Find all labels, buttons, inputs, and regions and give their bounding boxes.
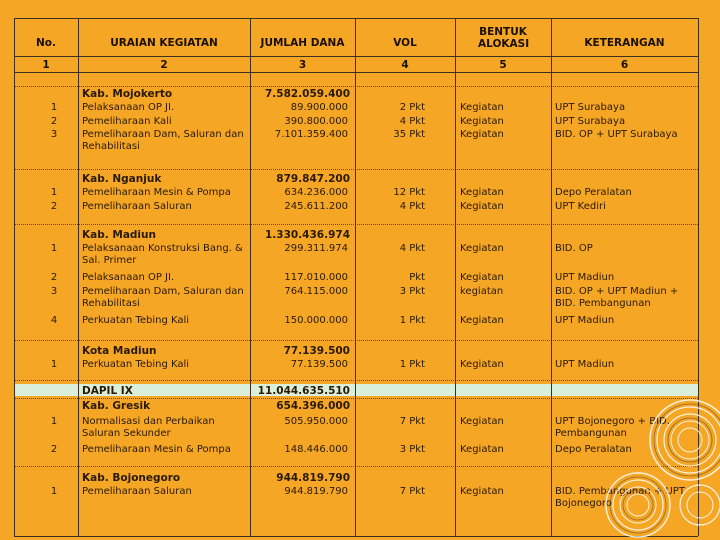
row-divider <box>14 380 698 381</box>
row-dana: 7.101.359.400 <box>274 129 348 140</box>
row-uraian: Pemeliharaan Saluran <box>82 486 192 497</box>
row-dana: 764.115.000 <box>284 286 348 297</box>
row-bentuk: Kegiatan <box>460 315 504 326</box>
header-vol: VOL <box>393 37 417 49</box>
row-no: 1 <box>50 243 58 254</box>
row-divider <box>14 86 698 87</box>
row-dana: 390.800.000 <box>284 116 348 127</box>
row-bentuk: Kegiatan <box>460 359 504 370</box>
row-vol: 3 Pkt <box>399 444 425 455</box>
colnum: 1 <box>42 59 50 71</box>
colnum: 5 <box>499 59 507 71</box>
row-uraian: Perkuatan Tebing Kali <box>82 359 190 370</box>
table-bottom-border <box>14 536 698 537</box>
row-uraian: Pelaksanaan Konstruksi Bang. & Sal. Primer <box>82 243 243 266</box>
row-divider <box>14 224 698 225</box>
row-dana: 150.000.000 <box>284 315 348 326</box>
row-no: 3 <box>50 129 58 140</box>
row-no: 4 <box>50 315 58 326</box>
row-vol: 35 Pkt <box>393 129 425 140</box>
row-uraian: Perkuatan Tebing Kali <box>82 315 190 326</box>
colnum: 3 <box>298 59 307 71</box>
row-ket: UPT Bojonegoro + BID. Pembangunan <box>555 416 670 439</box>
row-uraian: Pemeliharaan Dam, Saluran dan Rehabilitasi <box>82 286 244 309</box>
row-bentuk: Kegiatan <box>460 129 504 140</box>
row-uraian: Pemeliharaan Saluran <box>82 201 192 212</box>
row-bentuk: Kegiatan <box>460 102 504 113</box>
row-no: 2 <box>50 272 58 283</box>
row-ket: Depo Peralatan <box>555 187 632 198</box>
group-title-madiun: Kab. Madiun <box>82 229 156 241</box>
row-vol: 4 Pkt <box>399 116 425 127</box>
row-no: 1 <box>50 416 58 427</box>
row-bentuk: Kegiatan <box>460 243 504 254</box>
row-ket: UPT Surabaya <box>555 102 626 113</box>
row-bentuk: Kegiatan <box>460 486 504 497</box>
group-total-gresik: 654.396.000 <box>276 400 350 412</box>
row-dana: 944.819.790 <box>284 486 348 497</box>
row-ket: BID. Pembangunan + UPT Bojonegoro <box>555 486 685 509</box>
header-bentuk: BENTUK ALOKASI <box>478 26 530 50</box>
colnum-divider <box>14 72 698 73</box>
row-ket: BID. OP + UPT Surabaya <box>555 129 678 140</box>
row-bentuk: Kegiatan <box>460 272 504 283</box>
row-ket: Depo Peralatan <box>555 444 632 455</box>
row-bentuk: Kegiatan <box>460 116 504 127</box>
row-vol: Pkt <box>409 272 425 283</box>
row-dana: 505.950.000 <box>284 416 348 427</box>
row-dana: 77.139.500 <box>290 359 348 370</box>
table-top-border <box>14 18 698 19</box>
group-total-kotamadiun: 77.139.500 <box>283 345 350 357</box>
row-uraian: Pelaksanaan OP JI. <box>82 272 175 283</box>
col-border <box>698 18 699 536</box>
row-vol: 4 Pkt <box>399 201 425 212</box>
header-keterangan: KETERANGAN <box>584 37 665 49</box>
row-ket: UPT Madiun <box>555 315 615 326</box>
colnum: 2 <box>160 59 168 71</box>
row-dana: 148.446.000 <box>284 444 348 455</box>
row-bentuk: kegiatan <box>460 286 504 297</box>
header-uraian: URAIAN KEGIATAN <box>110 37 218 49</box>
row-uraian: Pelaksanaan OP JI. <box>82 102 175 113</box>
group-total-bojonegoro: 944.819.790 <box>276 472 350 484</box>
row-vol: 7 Pkt <box>399 486 425 497</box>
row-uraian: Normalisasi dan Perbaikan Saluran Sekunder <box>82 416 215 439</box>
row-bentuk: Kegiatan <box>460 187 504 198</box>
row-dana: 634.236.000 <box>284 187 348 198</box>
row-divider <box>14 398 698 399</box>
row-ket: UPT Madiun <box>555 359 615 370</box>
row-uraian: Pemeliharaan Mesin & Pompa <box>82 187 231 198</box>
row-dana: 117.010.000 <box>284 272 348 283</box>
row-no: 1 <box>50 102 58 113</box>
row-no: 2 <box>50 201 58 212</box>
col-border <box>455 18 456 536</box>
row-uraian: Pemeliharaan Mesin & Pompa <box>82 444 231 455</box>
row-dana: 245.611.200 <box>284 201 348 212</box>
row-no: 2 <box>50 116 58 127</box>
col-border <box>250 18 251 536</box>
group-title-gresik: Kab. Gresik <box>82 400 151 412</box>
header-divider <box>14 56 698 57</box>
colnum: 4 <box>401 59 409 71</box>
row-ket: BID. OP <box>555 243 593 254</box>
row-divider <box>14 466 698 467</box>
row-no: 1 <box>50 486 58 497</box>
row-vol: 7 Pkt <box>399 416 425 427</box>
row-vol: 12 Pkt <box>393 187 425 198</box>
header-jumlah: JUMLAH DANA <box>260 37 345 49</box>
row-bentuk: Kegiatan <box>460 201 504 212</box>
row-no: 3 <box>50 286 58 297</box>
row-ket: UPT Surabaya <box>555 116 626 127</box>
row-dana: 299.311.974 <box>284 243 348 254</box>
row-vol: 1 Pkt <box>399 359 425 370</box>
row-no: 1 <box>50 187 58 198</box>
group-total-nganjuk: 879.847.200 <box>276 173 350 185</box>
group-title-kotamadiun: Kota Madiun <box>82 345 157 357</box>
row-vol: 3 Pkt <box>399 286 425 297</box>
row-ket: UPT Madiun <box>555 272 615 283</box>
row-ket: UPT Kediri <box>555 201 606 212</box>
group-title-mojokerto: Kab. Mojokerto <box>82 88 173 100</box>
header-no: No. <box>36 37 56 49</box>
group-title-bojonegoro: Kab. Bojonegoro <box>82 472 181 484</box>
row-vol: 2 Pkt <box>399 102 425 113</box>
row-divider <box>14 340 698 341</box>
row-dana: 89.900.000 <box>290 102 348 113</box>
group-title-nganjuk: Kab. Nganjuk <box>82 173 162 185</box>
row-divider <box>14 169 698 170</box>
dapil-total: 11.044.635.510 <box>257 385 350 397</box>
row-uraian: Pemeliharaan Dam, Saluran dan Rehabilitasi <box>82 129 244 152</box>
row-bentuk: Kegiatan <box>460 444 504 455</box>
row-ket: BID. OP + UPT Madiun + BID. Pembangunan <box>555 286 679 309</box>
dapil-title: DAPIL IX <box>82 385 133 397</box>
group-total-mojokerto: 7.582.059.400 <box>264 88 350 100</box>
row-vol: 4 Pkt <box>399 243 425 254</box>
row-no: 2 <box>50 444 58 455</box>
col-border <box>551 18 552 536</box>
colnum: 6 <box>620 59 629 71</box>
group-total-madiun: 1.330.436.974 <box>264 229 350 241</box>
row-uraian: Pemeliharaan Kali <box>82 116 172 127</box>
row-vol: 1 Pkt <box>399 315 425 326</box>
row-no: 1 <box>50 359 58 370</box>
row-bentuk: Kegiatan <box>460 416 504 427</box>
